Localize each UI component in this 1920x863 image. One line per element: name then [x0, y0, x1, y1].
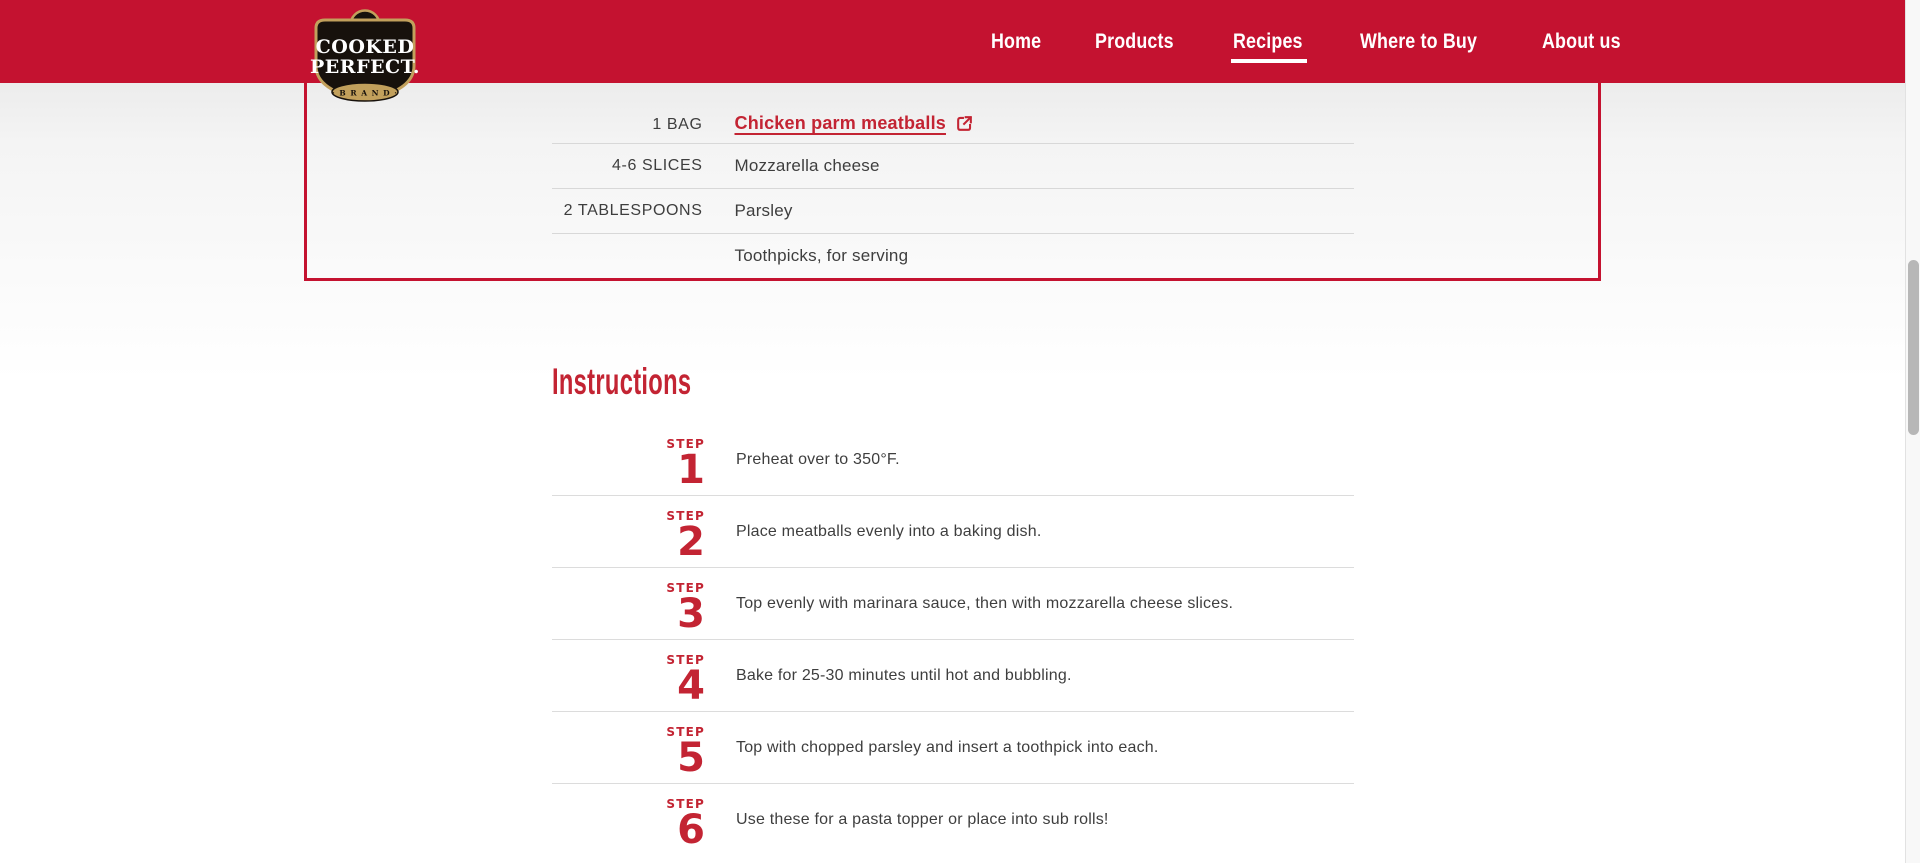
nav-item-where-to-buy-label: Where to Buy: [1359, 29, 1477, 53]
step-word: STEP: [666, 725, 705, 739]
step-row-1: [552, 424, 1354, 496]
ingredients-card: [304, 83, 1601, 281]
cooked-perfect-logo-icon: [303, 8, 427, 108]
step-number-block: [552, 640, 705, 711]
nav-item-recipes-label: Recipes: [1232, 29, 1303, 53]
step-number: 5: [677, 735, 705, 781]
svg-text:PERFECT.: PERFECT.: [310, 56, 420, 78]
step-word: STEP: [666, 581, 705, 595]
ingredient-row: [552, 189, 1354, 234]
step-number-block: [552, 568, 705, 639]
step-word: STEP: [666, 797, 705, 811]
step-text: Bake for 25-30 minutes until hot and bubbling.: [736, 666, 1072, 684]
ingredient-item: [735, 113, 974, 134]
step-word: STEP: [666, 509, 705, 523]
scrollbar-thumb[interactable]: [1908, 260, 1919, 435]
step-text: Top evenly with marinara sauce, then with mozzarella cheese slices.: [736, 594, 1234, 612]
ingredient-row: [552, 83, 1354, 144]
ingredient-item: Parsley: [734, 201, 793, 220]
step-number-block: [552, 712, 705, 783]
step-word: STEP: [666, 653, 705, 667]
ingredient-item: Mozzarella cheese: [734, 156, 880, 175]
page-scrollbar[interactable]: [1905, 0, 1920, 863]
brand-logo[interactable]: [303, 8, 427, 108]
ingredient-qty: 4-6 SLICES: [612, 157, 703, 174]
step-word: STEP: [666, 437, 705, 451]
step-number: 4: [677, 663, 705, 709]
step-row-5: [552, 712, 1354, 784]
external-link-icon: [955, 114, 974, 133]
nav-item-home[interactable]: [991, 0, 1050, 83]
instructions-title: Instructions: [552, 361, 692, 402]
nav-item-where-to-buy[interactable]: [1360, 0, 1498, 83]
instructions-section: [552, 363, 1354, 856]
main-nav: [991, 0, 1635, 83]
step-number: 2: [677, 519, 705, 565]
nav-item-about-us[interactable]: [1542, 0, 1635, 83]
ingredient-row: [552, 234, 1354, 277]
step-row-4: [552, 640, 1354, 712]
ingredient-item: Toothpicks, for serving: [734, 245, 909, 265]
step-row-3: [552, 568, 1354, 640]
step-number: 1: [677, 447, 705, 493]
ingredients-table: [552, 83, 1354, 277]
nav-item-recipes[interactable]: [1233, 0, 1315, 83]
step-row-2: [552, 496, 1354, 568]
nav-item-products[interactable]: [1095, 0, 1188, 83]
nav-item-products-label: Products: [1095, 29, 1174, 53]
chicken-parm-meatballs-link-label: Chicken parm meatballs: [734, 113, 946, 133]
step-number-block: [552, 424, 705, 495]
chicken-parm-meatballs-link[interactable]: [735, 113, 974, 134]
nav-item-home-label: Home: [991, 29, 1042, 53]
step-number: 3: [677, 591, 705, 637]
step-row-6: [552, 784, 1354, 856]
nav-item-about-us-label: About us: [1542, 29, 1622, 53]
step-text: Preheat over to 350°F.: [736, 450, 900, 468]
step-number-block: [552, 496, 705, 567]
ingredient-row: [552, 144, 1354, 189]
step-text: Place meatballs evenly into a baking dish.: [736, 522, 1042, 540]
site-header: [0, 0, 1920, 83]
step-text: Use these for a pasta topper or place into sub rolls!: [736, 811, 1109, 828]
step-text: Top with chopped parsley and insert a toothpick into each.: [736, 738, 1159, 756]
svg-text:· B R A N D ·: · B R A N D ·: [332, 88, 398, 98]
ingredient-qty: 1 BAG: [652, 116, 703, 133]
step-number: 6: [677, 807, 705, 853]
instructions-steps: [552, 424, 1354, 856]
ingredient-qty: 2 TABLESPOONS: [563, 202, 703, 219]
svg-text:COOKED: COOKED: [315, 36, 415, 58]
step-number-block: [552, 784, 705, 856]
